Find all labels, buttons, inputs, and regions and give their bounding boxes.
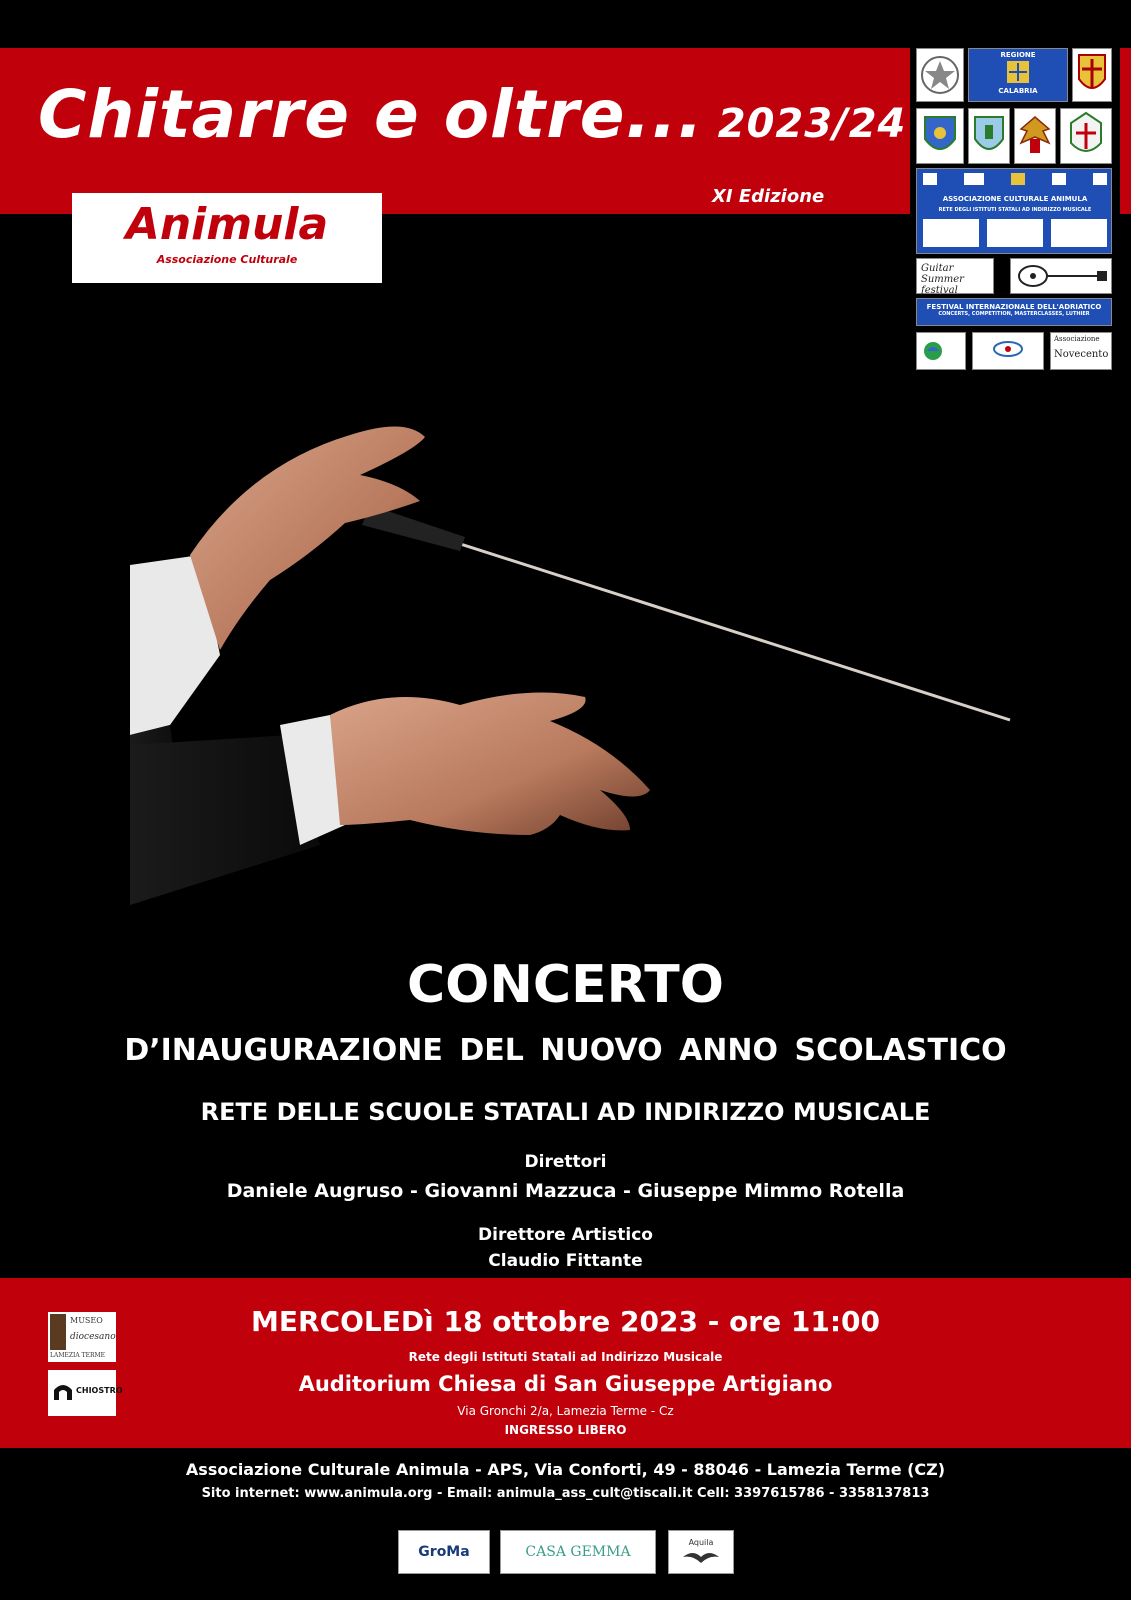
- groma-sponsor-logo: [398, 1530, 490, 1574]
- novecento-line2: Novecento: [1054, 349, 1109, 360]
- calabria-label: CALABRIA: [998, 87, 1038, 95]
- academy-eye-icon: [972, 332, 1044, 370]
- groma-name: GroMa: [418, 1544, 470, 1560]
- organizer-network: Rete degli Istituti Statali ad Indirizzo Musicale: [408, 1350, 723, 1364]
- small-logos-row: [923, 173, 1107, 187]
- regione-calabria-logo: [968, 48, 1068, 102]
- venue-address: Via Gronchi 2/a, Lamezia Terme - Cz: [457, 1404, 674, 1418]
- venue-name: Auditorium Chiesa di San Giuseppe Artigiano: [298, 1372, 833, 1396]
- patron-logos-panel: [912, 48, 1120, 378]
- lamezia-crest-icon: [968, 108, 1010, 164]
- artistic-director-label: Direttore Artistico: [478, 1225, 653, 1245]
- edition-label: XI Edizione: [712, 186, 825, 207]
- assoc-banner-text: ASSOCIAZIONE CULTURALE ANIMULA: [942, 195, 1088, 203]
- aquila-name: Aquila: [688, 1537, 714, 1547]
- festival-title: Chitarre e oltre... 2023/24: [38, 76, 907, 153]
- guitar-summer-festival-logo: [916, 258, 994, 294]
- casa-gemma-sponsor-logo: [500, 1530, 656, 1574]
- concert-subtitle: D’INAUGURAZIONE DEL NUOVO ANNO SCOLASTICO: [124, 1033, 1007, 1068]
- italian-republic-emblem-icon: [916, 48, 964, 102]
- adriatico-line1: FESTIVAL INTERNAZIONALE DELL'ADRIATICO: [926, 303, 1102, 311]
- museo-line3: LAMEZIA TERME: [50, 1352, 106, 1359]
- adriatico-festival-banner: [916, 298, 1112, 326]
- comune-crest-icon: [916, 108, 964, 164]
- guitar-summer-text: Guitar Summer festival: [921, 263, 964, 296]
- event-date-time: MERCOLEDì 18 ottobre 2023 - ore 11:00: [251, 1305, 880, 1338]
- association-contacts: Sito internet: www.animula.org - Email: animula_ass_cult@tiscali.it Cell: 3397615786 - 3358137813: [201, 1486, 930, 1501]
- association-address: Associazione Culturale Animula - APS, Via Conforti, 49 - 88046 - Lamezia Terme (CZ): [185, 1460, 946, 1479]
- animula-logo-name: Animula: [125, 199, 329, 250]
- rete-banner-text: RETE DEGLI ISTITUTI STATALI AD INDIRIZZO MUSICALE: [938, 207, 1092, 213]
- adriatico-line2: CONCERTS, COMPETITION, MASTERCLASSES, LUTHIER: [938, 311, 1090, 317]
- provincia-crest-icon: [1072, 48, 1112, 102]
- festival-globe-icon: [916, 332, 966, 370]
- network-name: RETE DELLE SCUOLE STATALI AD INDIRIZZO MUSICALE: [200, 1098, 931, 1126]
- concert-headline: CONCERTO: [407, 955, 724, 1015]
- diocese-crest-icon: [1060, 108, 1112, 164]
- animula-logo-subtitle: Associazione Culturale: [156, 253, 298, 266]
- museo-line2: diocesano: [70, 1332, 116, 1342]
- museo-line1: MUSEO: [70, 1316, 103, 1325]
- novecento-line1: Associazione: [1054, 335, 1100, 343]
- conductor-hands-illustration: [130, 405, 1020, 935]
- novecento-logo: [1050, 332, 1112, 370]
- assoc-rete-banner: [916, 168, 1112, 254]
- guitar-icon: [1010, 258, 1112, 294]
- animula-logo: [72, 193, 382, 283]
- top-banner-edge: [1120, 48, 1131, 214]
- eagle-crest-icon: [1014, 108, 1056, 164]
- directors-names: Daniele Augruso - Giovanni Mazzuca - Giuseppe Mimmo Rotella: [226, 1180, 905, 1202]
- school-logos-row: [923, 219, 1107, 249]
- directors-label: Direttori: [524, 1152, 607, 1172]
- festival-year: 2023/24: [717, 101, 907, 147]
- aquila-sponsor-logo: [668, 1530, 734, 1574]
- chiostro-label: CHIOSTRO: [76, 1386, 123, 1395]
- artistic-director-name: Claudio Fittante: [488, 1251, 643, 1271]
- regione-label: REGIONE: [1000, 51, 1036, 59]
- eagle-icon: [681, 1547, 721, 1567]
- casa-gemma-name: CASA GEMMA: [525, 1544, 631, 1560]
- entry-info: INGRESSO LIBERO: [504, 1423, 627, 1437]
